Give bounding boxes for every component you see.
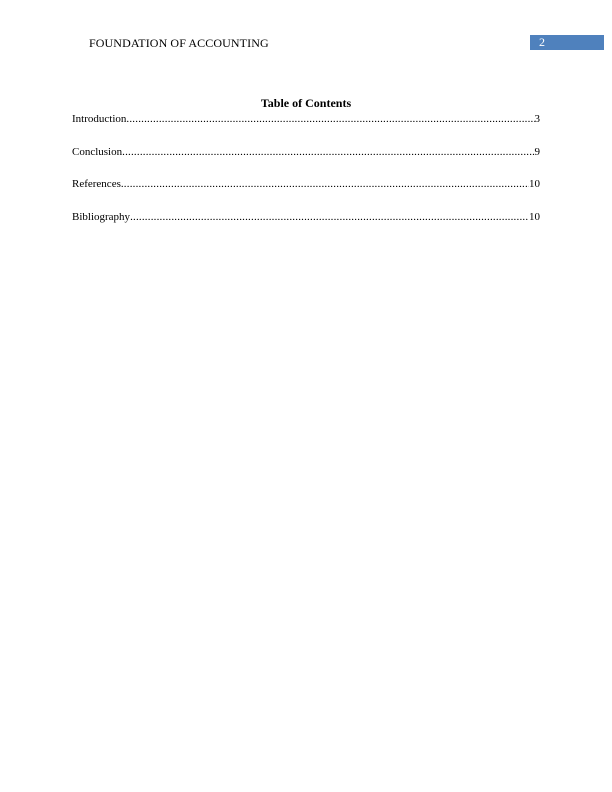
toc-entry-page: 9 xyxy=(534,145,540,158)
toc-dot-leader xyxy=(130,210,529,224)
page-number-badge xyxy=(530,35,604,50)
toc-entry-page: 3 xyxy=(534,113,540,125)
toc-heading: Table of Contents xyxy=(260,96,352,110)
toc-dot-leader xyxy=(126,112,534,126)
toc-list xyxy=(72,112,540,242)
page-number: 2 xyxy=(539,35,545,49)
toc-entry-conclusion[interactable] xyxy=(72,145,540,178)
toc-entry-bibliography[interactable] xyxy=(72,210,540,243)
toc-entry-label: Introduction xyxy=(72,113,127,125)
toc-entry-page: 10 xyxy=(529,210,540,223)
toc-entry-introduction[interactable] xyxy=(72,112,540,145)
toc-entry-label: Bibliography xyxy=(72,210,131,223)
toc-entry-label: Conclusion xyxy=(72,145,123,158)
toc-entry-page: 10 xyxy=(529,178,540,190)
toc-entry-label: References xyxy=(72,178,121,190)
toc-entry-references[interactable] xyxy=(72,177,540,210)
toc-dot-leader xyxy=(121,177,529,191)
toc-dot-leader xyxy=(122,145,534,159)
running-header-title: FOUNDATION OF ACCOUNTING xyxy=(89,36,269,50)
